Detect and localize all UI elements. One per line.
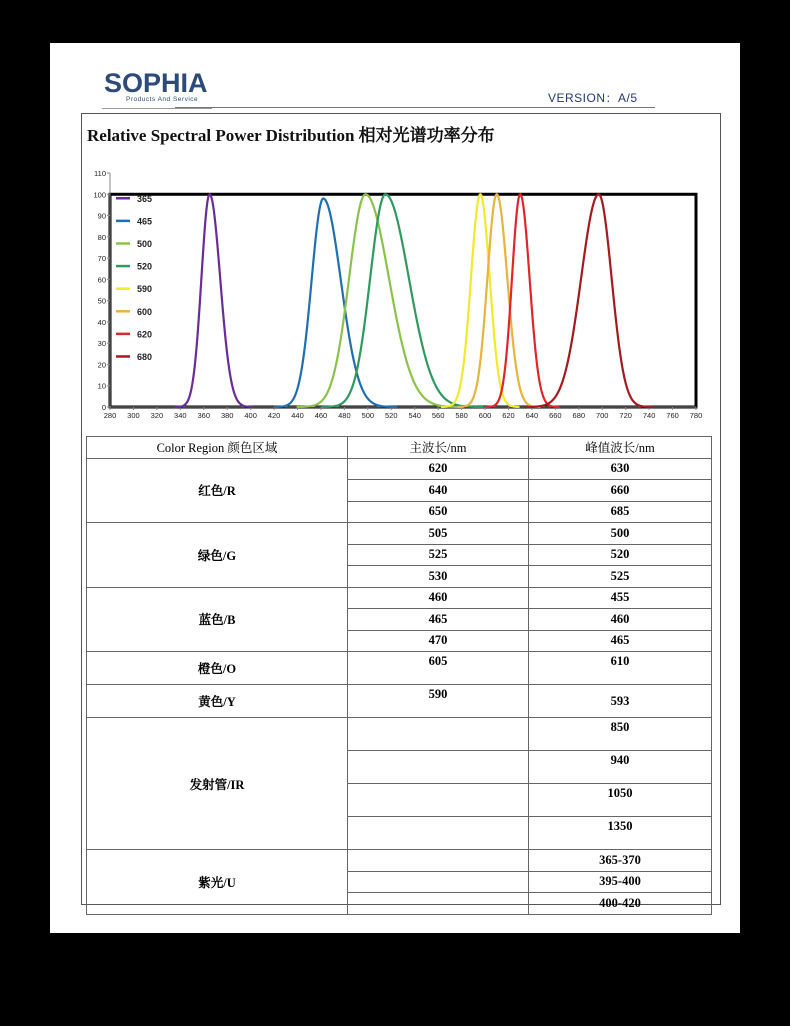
x-tick-label: 640 bbox=[525, 411, 539, 420]
region-cell: 橙色/O bbox=[87, 652, 348, 685]
series-line-500 bbox=[297, 194, 464, 407]
x-tick-label: 460 bbox=[314, 411, 328, 420]
dominant-cell: 605 bbox=[348, 652, 529, 685]
table-row bbox=[87, 458, 712, 480]
region-cell: 蓝色/B bbox=[87, 587, 348, 652]
x-tick-label: 600 bbox=[478, 411, 492, 420]
series-line-365 bbox=[175, 194, 254, 407]
dominant-cell bbox=[348, 850, 529, 872]
dominant-cell bbox=[348, 718, 529, 751]
legend-label-600: 600 bbox=[137, 306, 153, 317]
x-tick-label: 760 bbox=[666, 411, 679, 420]
x-tick-label: 520 bbox=[385, 411, 398, 420]
x-tick-label: 740 bbox=[642, 411, 656, 420]
x-tick-label: 680 bbox=[572, 411, 586, 420]
x-tick-label: 360 bbox=[197, 411, 211, 420]
y-tick-label: 20 bbox=[97, 360, 106, 370]
x-tick-label: 480 bbox=[338, 411, 351, 420]
dominant-cell: 525 bbox=[348, 544, 529, 566]
legend-label-620: 620 bbox=[137, 329, 153, 340]
table-row bbox=[87, 718, 712, 751]
sophia-logo bbox=[102, 68, 212, 109]
peak-cell: 1350 bbox=[529, 817, 712, 850]
y-tick-label: 40 bbox=[97, 317, 106, 327]
peak-cell: 395-400 bbox=[529, 871, 712, 893]
spectral-chart bbox=[88, 159, 708, 423]
peak-cell: 610 bbox=[529, 652, 712, 685]
dominant-cell: 650 bbox=[348, 501, 529, 523]
dominant-cell: 590 bbox=[348, 685, 529, 718]
page-title: Relative Spectral Power Distribution 相对光谱功率分布 bbox=[87, 126, 495, 145]
x-tick-label: 380 bbox=[220, 411, 234, 420]
peak-cell: 525 bbox=[529, 566, 712, 588]
table-header-row bbox=[87, 437, 712, 459]
dominant-cell bbox=[348, 893, 529, 915]
logo-main-text: SOPHIA bbox=[104, 68, 208, 98]
y-tick-label: 70 bbox=[97, 254, 106, 264]
table-row bbox=[87, 685, 712, 718]
y-tick-label: 50 bbox=[97, 296, 106, 306]
x-tick-label: 560 bbox=[431, 411, 445, 420]
x-tick-label: 420 bbox=[267, 411, 281, 420]
legend-label-500: 500 bbox=[137, 238, 153, 249]
legend-label-465: 465 bbox=[137, 216, 153, 227]
dominant-cell: 465 bbox=[348, 609, 529, 631]
y-tick-label: 10 bbox=[97, 381, 106, 391]
version-label: VERSION：A/5 bbox=[548, 91, 638, 105]
peak-cell: 520 bbox=[529, 544, 712, 566]
region-cell: 紫光/U bbox=[87, 850, 348, 915]
table-row bbox=[87, 652, 712, 685]
peak-cell: 593 bbox=[529, 685, 712, 718]
x-tick-label: 400 bbox=[244, 411, 257, 420]
y-tick-label: 80 bbox=[97, 232, 106, 242]
legend-label-365: 365 bbox=[137, 193, 153, 204]
dominant-cell bbox=[348, 784, 529, 817]
peak-cell: 940 bbox=[529, 751, 712, 784]
header-peak-wavelength: 峰值波长/nm bbox=[529, 437, 712, 459]
header-divider bbox=[175, 107, 655, 108]
x-tick-label: 280 bbox=[103, 411, 117, 420]
dominant-cell: 505 bbox=[348, 523, 529, 545]
x-tick-label: 580 bbox=[455, 411, 468, 420]
y-tick-label: 0 bbox=[101, 403, 106, 412]
region-cell: 绿色/G bbox=[87, 523, 348, 588]
region-cell: 发射管/IR bbox=[87, 718, 348, 850]
legend-label-590: 590 bbox=[137, 284, 153, 295]
peak-cell: 685 bbox=[529, 501, 712, 523]
header-color-region: Color Region 颜色区域 bbox=[87, 437, 348, 459]
logo-sub-text: Products And Service bbox=[126, 96, 199, 103]
x-tick-label: 700 bbox=[595, 411, 609, 420]
region-cell: 黄色/Y bbox=[87, 685, 348, 718]
peak-cell: 365-370 bbox=[529, 850, 712, 872]
y-tick-label: 60 bbox=[97, 275, 106, 285]
peak-cell: 630 bbox=[529, 458, 712, 480]
y-tick-label: 110 bbox=[94, 169, 106, 178]
x-tick-label: 780 bbox=[689, 411, 703, 420]
x-tick-label: 300 bbox=[127, 411, 140, 420]
wavelength-table bbox=[86, 436, 712, 915]
peak-cell: 460 bbox=[529, 609, 712, 631]
series-line-590 bbox=[441, 194, 520, 407]
x-tick-label: 320 bbox=[150, 411, 164, 420]
dominant-cell: 640 bbox=[348, 480, 529, 502]
dominant-cell bbox=[348, 817, 529, 850]
x-tick-label: 440 bbox=[291, 411, 304, 420]
peak-cell: 1050 bbox=[529, 784, 712, 817]
dominant-cell: 530 bbox=[348, 566, 529, 588]
y-tick-label: 30 bbox=[97, 339, 106, 349]
dominant-cell: 470 bbox=[348, 630, 529, 652]
region-cell: 红色/R bbox=[87, 458, 348, 523]
dominant-cell: 620 bbox=[348, 458, 529, 480]
legend-label-520: 520 bbox=[137, 261, 153, 272]
dominant-cell bbox=[348, 871, 529, 893]
x-tick-label: 500 bbox=[361, 411, 375, 420]
y-tick-label: 90 bbox=[97, 211, 106, 221]
series-line-680 bbox=[525, 194, 653, 407]
x-tick-label: 540 bbox=[408, 411, 421, 420]
peak-cell: 465 bbox=[529, 630, 712, 652]
table-row bbox=[87, 587, 712, 609]
series-line-620 bbox=[486, 194, 560, 407]
x-tick-label: 340 bbox=[174, 411, 187, 420]
y-tick-label: 100 bbox=[93, 190, 106, 200]
peak-cell: 400-420 bbox=[529, 893, 712, 915]
dominant-cell: 460 bbox=[348, 587, 529, 609]
peak-cell: 850 bbox=[529, 718, 712, 751]
plot-frame bbox=[110, 194, 696, 407]
table-row bbox=[87, 850, 712, 872]
x-tick-label: 720 bbox=[619, 411, 632, 420]
x-tick-label: 620 bbox=[502, 411, 515, 420]
x-tick-label: 660 bbox=[549, 411, 562, 420]
document-page bbox=[50, 43, 740, 933]
peak-cell: 660 bbox=[529, 480, 712, 502]
legend-label-680: 680 bbox=[137, 351, 153, 362]
table-row bbox=[87, 523, 712, 545]
dominant-cell bbox=[348, 751, 529, 784]
header-dominant-wavelength: 主波长/nm bbox=[348, 437, 529, 459]
peak-cell: 455 bbox=[529, 587, 712, 609]
peak-cell: 500 bbox=[529, 523, 712, 545]
